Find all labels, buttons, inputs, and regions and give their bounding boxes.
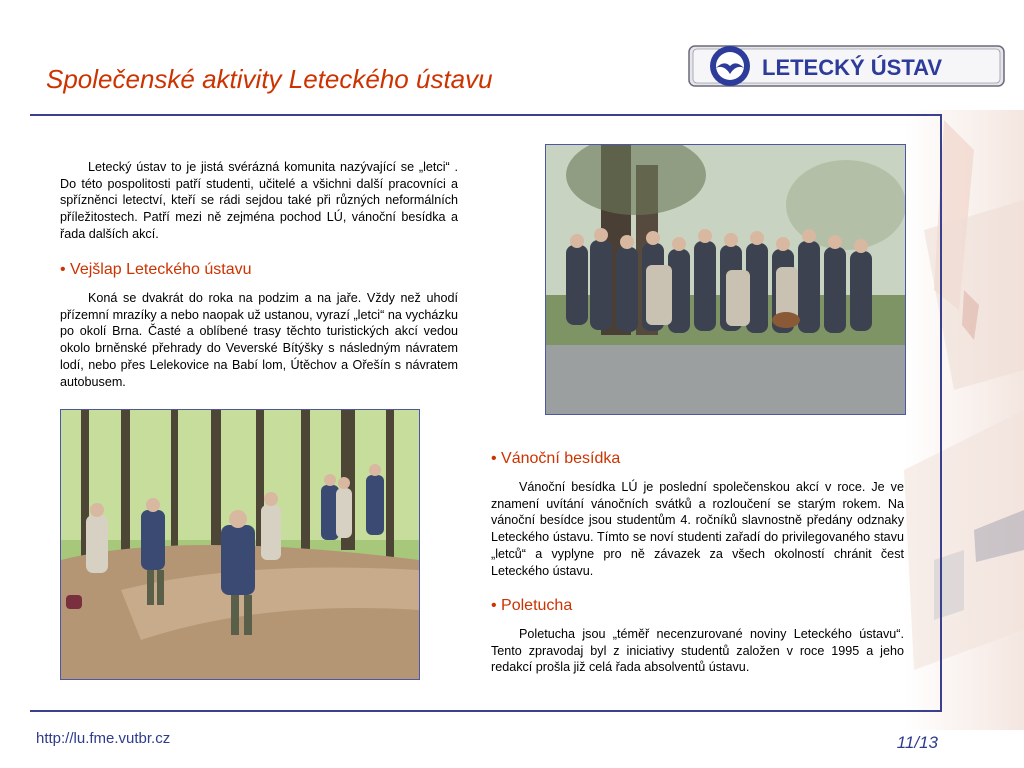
- section-text-vanocni: Vánoční besídka LÚ je poslední společenskou akcí v roce. Je ve znamení uvítání vánočních svátků a rozloučení se starým rokem. Na vánoční besídce jsou studentům 4. ročníků slavnostně předány odznaky Leteckého ústavu. Tímto se noví studenti zařadí do privilegovaného stavu „letců“ a vyplyne pro ně závazek za všech okolností chránit čest Leteckého ústavu.: [491, 480, 904, 578]
- footer-url-link[interactable]: http://lu.fme.vutbr.cz: [36, 730, 171, 747]
- page-number: 11/13: [896, 733, 938, 752]
- section-text-vejslap: Koná se dvakrát do roka na podzim a na jaře. Vždy než uhodí přízemní mrazíky a nebo naopak už ustanou, vyrazí „letci“ na vycházku po okolí Brna. Časté a oblíbené trasy těchto turistických akcí vedou okolo brněnské přehrady do Veverské Bítýšky s následným návratem lodí, nebo přes Lelekovice na Babí lom, Útěchov a Ořešín s návratem autobusem.: [60, 291, 458, 389]
- section-heading-vanocni: • Vánoční besídka: [491, 450, 621, 467]
- section-text-poletucha: Poletucha jsou „téměř necenzurované noviny Leteckého ústavu“. Tento zpravodaj byl z iniciativy studentů založen v roce 1995 a jeho redakcí prošla již celá řada absolventů ústavu.: [491, 627, 904, 675]
- page-title: Společenské aktivity Leteckého ústavu: [46, 64, 493, 94]
- institute-logo: [688, 44, 1006, 88]
- forest-hike-photo: [60, 409, 420, 680]
- logo-emblem-icon: [710, 46, 750, 86]
- section-heading-poletucha: • Poletucha: [491, 597, 573, 614]
- intro-paragraph: Letecký ústav to je jistá svérázná komunita nazývající se „letci“ . Do této pospolitosti patří studenti, učitelé a všichni další pracovníci a spřízněnci letectví, kteří se rádi sejdou také při různých neformálních příležitostech. Patří mezi ně zejména pochod LÚ, vánoční besídka a řada dalších akcí.: [60, 160, 458, 241]
- logo-text: LETECKÝ ÚSTAV: [762, 55, 943, 80]
- group-photo: [545, 144, 906, 415]
- section-heading-vejslap: • Vejšlap Leteckého ústavu: [60, 261, 252, 278]
